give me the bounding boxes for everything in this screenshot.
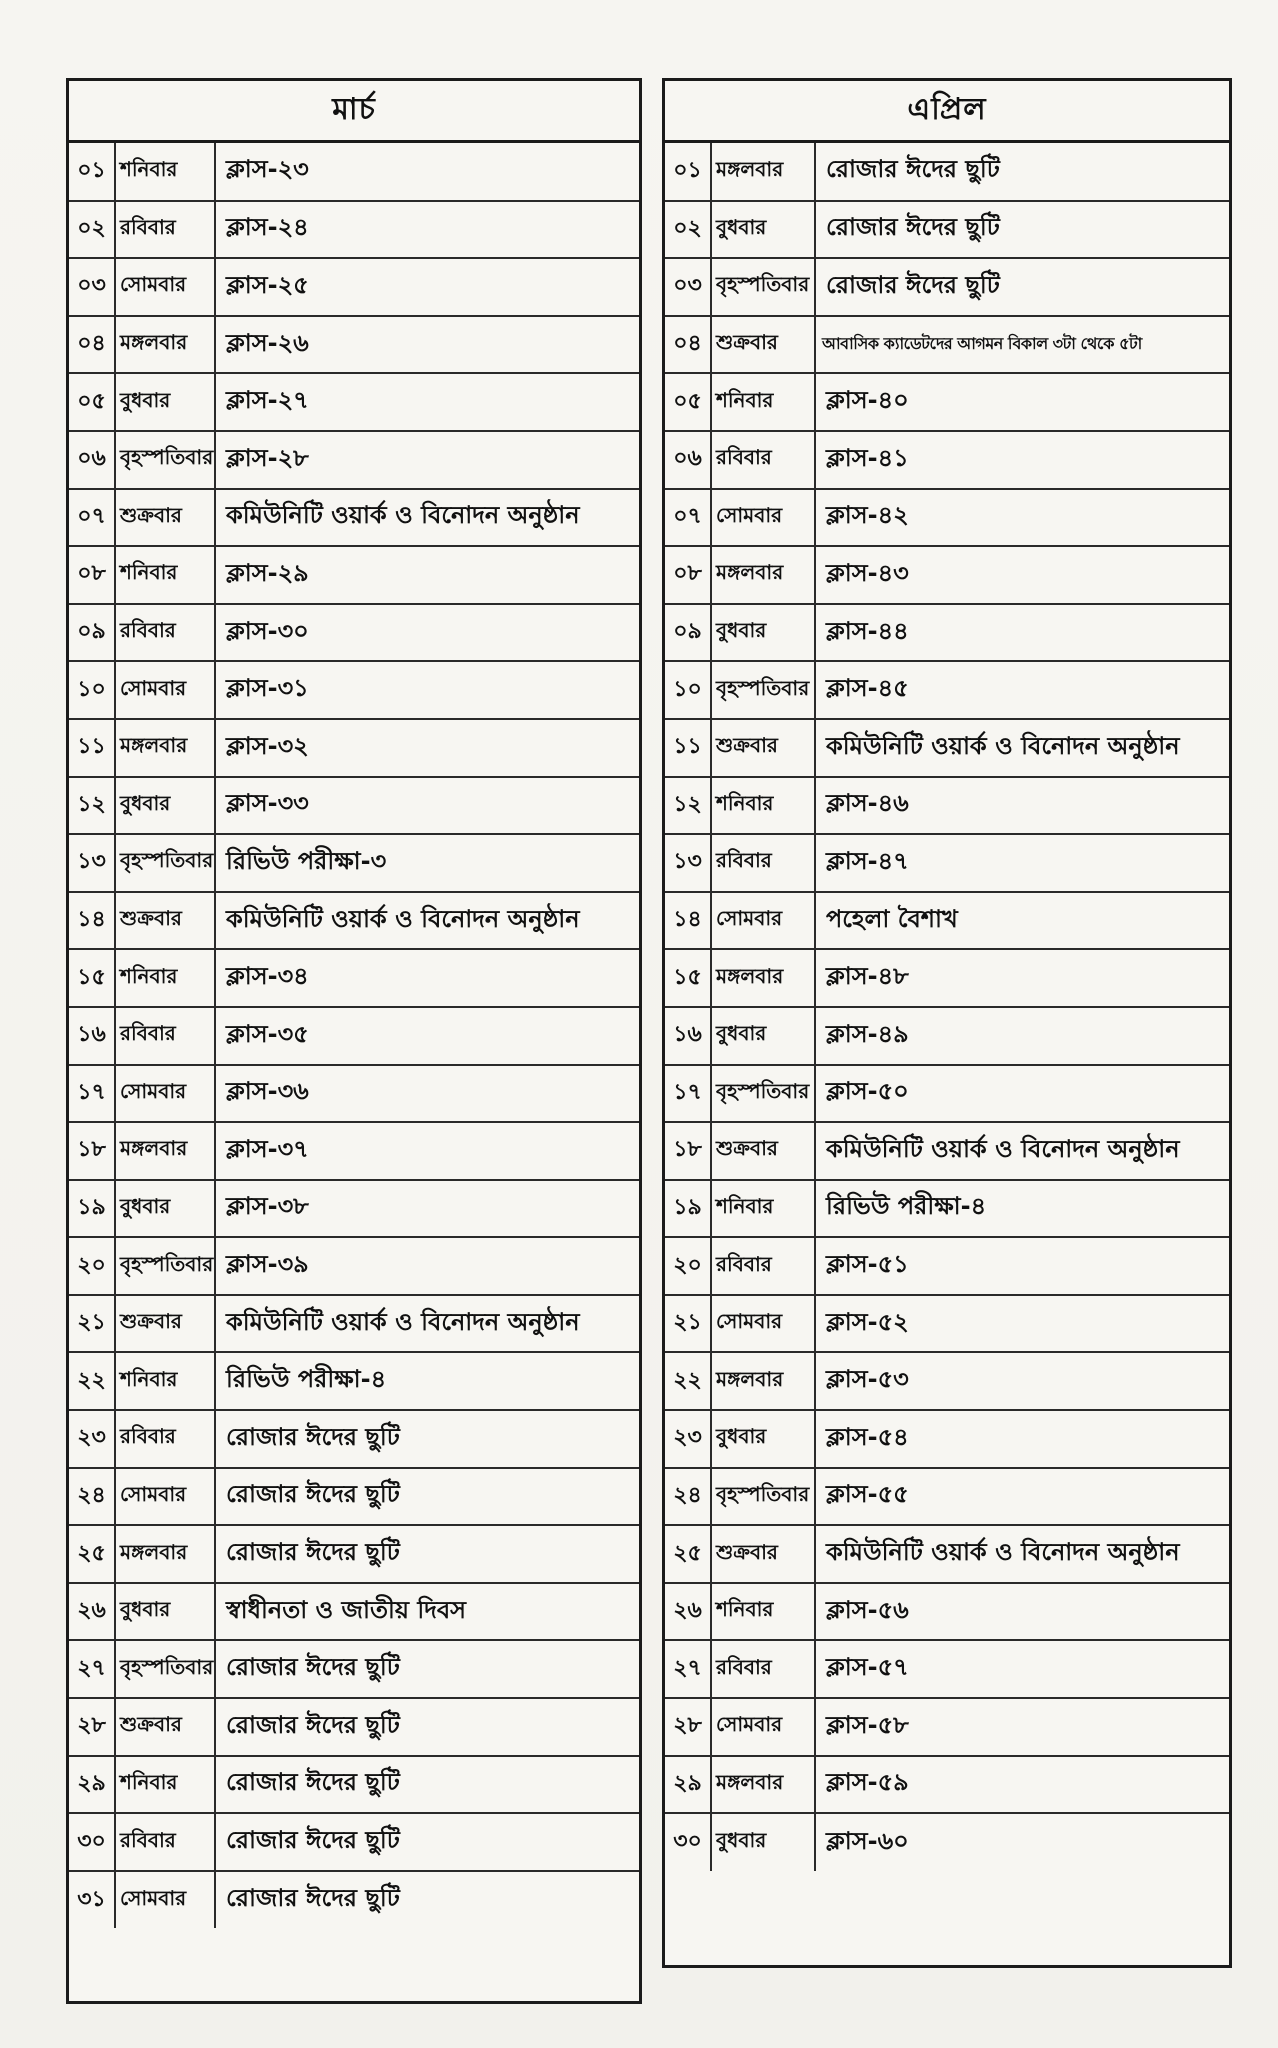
table-row [665, 546, 1229, 604]
table-row [665, 201, 1229, 259]
table-row [665, 834, 1229, 892]
table-row [665, 777, 1229, 835]
weekday: শুক্রবার [115, 1295, 215, 1353]
date-number: ২২ [69, 1352, 115, 1410]
table-row [665, 1237, 1229, 1295]
event-text: রিভিউ পরীক্ষা-৪ [815, 1180, 1229, 1238]
event-text: ক্লাস-২৩ [215, 143, 639, 201]
date-number: ১১ [69, 719, 115, 777]
event-text: রোজার ঈদের ছুটি [215, 1468, 639, 1526]
weekday: শনিবার [711, 373, 815, 431]
date-number: ২৪ [69, 1468, 115, 1526]
table-row [69, 373, 639, 431]
weekday: সোমবার [115, 1065, 215, 1123]
date-number: ০৭ [665, 489, 711, 547]
table-row [665, 892, 1229, 950]
event-text: কমিউনিটি ওয়ার্ক ও বিনোদন অনুষ্ঠান [815, 1122, 1229, 1180]
date-number: ২৮ [69, 1698, 115, 1756]
date-number: ০৬ [665, 431, 711, 489]
event-text: ক্লাস-২৪ [215, 201, 639, 259]
event-text: ক্লাস-৫৫ [815, 1468, 1229, 1526]
table-row [69, 1352, 639, 1410]
date-number: ১৬ [665, 1007, 711, 1065]
date-number: ১৭ [665, 1065, 711, 1123]
event-text: ক্লাস-৫৯ [815, 1756, 1229, 1814]
event-text: ক্লাস-৩৬ [215, 1065, 639, 1123]
table-row [69, 892, 639, 950]
weekday: মঙ্গলবার [711, 1352, 815, 1410]
event-text: রোজার ঈদের ছুটি [226, 1884, 400, 1913]
table-row [665, 143, 1229, 201]
date-number: ২৬ [69, 1583, 115, 1641]
event-text: ক্লাস-৫০ [815, 1065, 1229, 1123]
table-row [69, 1583, 639, 1641]
date-number: ২০ [69, 1237, 115, 1295]
date-number: ৩০ [665, 1813, 711, 1871]
date-number: ২৭ [665, 1640, 711, 1698]
weekday: শনিবার [711, 1583, 815, 1641]
weekday: মঙ্গলবার [711, 546, 815, 604]
table-row [69, 1065, 639, 1123]
event-text: ক্লাস-৩৭ [215, 1122, 639, 1180]
date-number: ২৮ [665, 1698, 711, 1756]
date-number: ৩১ [69, 1871, 115, 1929]
event-text: ক্লাস-৪৮ [815, 949, 1229, 1007]
event-text: ক্লাস-৫৭ [815, 1640, 1229, 1698]
table-row [665, 1065, 1229, 1123]
table-row [665, 1295, 1229, 1353]
date-number: ০৮ [665, 546, 711, 604]
event-text: রোজার ঈদের ছুটি [215, 1813, 639, 1871]
date-number: ২০ [665, 1237, 711, 1295]
weekday: মঙ্গলবার [115, 316, 215, 374]
event-text: কমিউনিটি ওয়ার্ক ও বিনোদন অনুষ্ঠান [815, 719, 1229, 777]
weekday: শুক্রবার [711, 316, 815, 374]
table-row [665, 604, 1229, 662]
table-row [69, 719, 639, 777]
table-row [69, 949, 639, 1007]
table-row [665, 1122, 1229, 1180]
april-table [665, 143, 1229, 1871]
weekday: রবিবার [115, 1410, 215, 1468]
event-text: ক্লাস-৪৪ [815, 604, 1229, 662]
date-number: ১৯ [665, 1180, 711, 1238]
weekday: শুক্রবার [115, 892, 215, 950]
weekday: রবিবার [115, 1007, 215, 1065]
table-row [665, 489, 1229, 547]
date-number: ১৫ [665, 949, 711, 1007]
date-number: ০৯ [665, 604, 711, 662]
event-text: রিভিউ পরীক্ষা-৩ [215, 834, 639, 892]
date-number: ০৯ [69, 604, 115, 662]
date-number: ২৩ [69, 1410, 115, 1468]
weekday: শনিবার [115, 1756, 215, 1814]
table-row [69, 1237, 639, 1295]
event-text: ক্লাস-৫১ [815, 1237, 1229, 1295]
event-text: পহেলা বৈশাখ [815, 892, 1229, 950]
weekday: শনিবার [115, 546, 215, 604]
date-number: ১৫ [69, 949, 115, 1007]
date-number: ২৪ [665, 1468, 711, 1526]
event-text: কমিউনিটি ওয়ার্ক ও বিনোদন অনুষ্ঠান [815, 1525, 1229, 1583]
event-text: ক্লাস-৩৫ [215, 1007, 639, 1065]
date-number: ১৮ [665, 1122, 711, 1180]
weekday: রবিবার [711, 1237, 815, 1295]
march-title: মার্চ [69, 81, 639, 143]
weekday: মঙ্গলবার [115, 1525, 215, 1583]
table-row [665, 1180, 1229, 1238]
event-text: ক্লাস-৩৮ [215, 1180, 639, 1238]
date-number: ১৩ [665, 834, 711, 892]
event-text: ক্লাস-৩৩ [215, 777, 639, 835]
date-number: ২৯ [69, 1756, 115, 1814]
event-text: রোজার ঈদের ছুটি [815, 143, 1229, 201]
date-number: ১০ [69, 661, 115, 719]
date-number: ২৫ [665, 1525, 711, 1583]
weekday: রবিবার [115, 1813, 215, 1871]
weekday: বুধবার [711, 604, 815, 662]
weekday: বুধবার [115, 1180, 215, 1238]
event-text: ক্লাস-৪২ [815, 489, 1229, 547]
table-row [665, 258, 1229, 316]
date-number: ১২ [69, 777, 115, 835]
event-text: ক্লাস-২৭ [215, 373, 639, 431]
event-text: ক্লাস-২৮ [215, 431, 639, 489]
weekday: বৃহস্পতিবার [115, 431, 215, 489]
table-row [665, 1583, 1229, 1641]
event-text: ক্লাস-২৫ [215, 258, 639, 316]
table-row [69, 1525, 639, 1583]
event-text: ক্লাস-৪৯ [815, 1007, 1229, 1065]
event-text: ক্লাস-৩৯ [215, 1237, 639, 1295]
event-text: ক্লাস-৫৪ [815, 1410, 1229, 1468]
date-number: ২৬ [665, 1583, 711, 1641]
weekday: শনিবার [711, 777, 815, 835]
table-row [69, 661, 639, 719]
date-number: ২৩ [665, 1410, 711, 1468]
weekday: শুক্রবার [115, 489, 215, 547]
weekday: রবিবার [711, 1640, 815, 1698]
table-row [69, 1410, 639, 1468]
table-row [69, 1122, 639, 1180]
table-row [665, 1468, 1229, 1526]
event-text: রিভিউ পরীক্ষা-৪ [215, 1352, 639, 1410]
event-text: ক্লাস-৫২ [815, 1295, 1229, 1353]
date-number: ৩০ [69, 1813, 115, 1871]
table-row [69, 431, 639, 489]
event-text: ক্লাস-৪১ [815, 431, 1229, 489]
weekday: রবিবার [115, 604, 215, 662]
date-number: ১০ [665, 661, 711, 719]
event-text: রোজার ঈদের ছুটি [215, 1410, 639, 1468]
table-row [665, 1640, 1229, 1698]
weekday: মঙ্গলবার [711, 949, 815, 1007]
weekday: সোমবার [115, 1871, 215, 1929]
event-text: ক্লাস-৩২ [215, 719, 639, 777]
table-row [69, 546, 639, 604]
weekday: বৃহস্পতিবার [711, 661, 815, 719]
table-row [665, 1813, 1229, 1871]
event-text: ক্লাস-৬০ [826, 1826, 909, 1855]
table-row [69, 489, 639, 547]
date-number: ১৭ [69, 1065, 115, 1123]
date-number: ০৩ [69, 258, 115, 316]
date-number: ১১ [665, 719, 711, 777]
table-row [69, 1698, 639, 1756]
table-row [69, 201, 639, 259]
table-row [69, 1468, 639, 1526]
event-text: ক্লাস-২৬ [215, 316, 639, 374]
weekday: বৃহস্পতিবার [711, 1468, 815, 1526]
event-text: কমিউনিটি ওয়ার্ক ও বিনোদন অনুষ্ঠান [215, 489, 639, 547]
date-number: ০৬ [69, 431, 115, 489]
weekday: বুধবার [115, 777, 215, 835]
table-row [665, 1525, 1229, 1583]
weekday: শুক্রবার [115, 1698, 215, 1756]
event-text: রোজার ঈদের ছুটি [815, 201, 1229, 259]
date-number: ২৯ [665, 1756, 711, 1814]
table-row [69, 1295, 639, 1353]
weekday: বুধবার [115, 1583, 215, 1641]
event-text: ক্লাস-২৯ [215, 546, 639, 604]
weekday: বৃহস্পতিবার [115, 834, 215, 892]
event-text: ক্লাস-৫৩ [815, 1352, 1229, 1410]
weekday: বুধবার [711, 1813, 815, 1871]
table-row [69, 316, 639, 374]
weekday: মঙ্গলবার [115, 719, 215, 777]
date-number: ১৯ [69, 1180, 115, 1238]
date-number: ০২ [665, 201, 711, 259]
event-text: কমিউনিটি ওয়ার্ক ও বিনোদন অনুষ্ঠান [215, 892, 639, 950]
table-row [69, 143, 639, 201]
weekday: শুক্রবার [711, 1525, 815, 1583]
table-row [665, 1756, 1229, 1814]
date-number: ২১ [69, 1295, 115, 1353]
weekday: মঙ্গলবার [711, 143, 815, 201]
date-number: ১৩ [69, 834, 115, 892]
weekday: সোমবার [115, 661, 215, 719]
weekday: বুধবার [115, 373, 215, 431]
date-number: ২৫ [69, 1525, 115, 1583]
date-number: ২৭ [69, 1640, 115, 1698]
date-number: ০৩ [665, 258, 711, 316]
table-row [665, 719, 1229, 777]
april-title: এপ্রিল [665, 81, 1229, 143]
weekday: সোমবার [115, 258, 215, 316]
table-row [69, 834, 639, 892]
weekday: সোমবার [711, 892, 815, 950]
table-row [69, 1813, 639, 1871]
weekday: বুধবার [711, 201, 815, 259]
date-number: ০৫ [69, 373, 115, 431]
table-row [69, 1007, 639, 1065]
march-table [69, 143, 639, 1928]
date-number: ০১ [69, 143, 115, 201]
date-number: ০৪ [69, 316, 115, 374]
event-text: কমিউনিটি ওয়ার্ক ও বিনোদন অনুষ্ঠান [215, 1295, 639, 1353]
event-text: ক্লাস-৪৭ [815, 834, 1229, 892]
date-number: ১৬ [69, 1007, 115, 1065]
weekday: বৃহস্পতিবার [115, 1640, 215, 1698]
weekday: শনিবার [115, 1352, 215, 1410]
table-row [665, 1007, 1229, 1065]
date-number: ২২ [665, 1352, 711, 1410]
weekday: রবিবার [115, 201, 215, 259]
table-row [665, 1698, 1229, 1756]
weekday: বৃহস্পতিবার [711, 258, 815, 316]
weekday: শনিবার [711, 1180, 815, 1238]
weekday: শুক্রবার [711, 1122, 815, 1180]
weekday: বুধবার [711, 1410, 815, 1468]
table-row [665, 661, 1229, 719]
event-text: ক্লাস-৪৩ [815, 546, 1229, 604]
table-row [69, 1871, 639, 1929]
date-number: ০২ [69, 201, 115, 259]
table-row [665, 373, 1229, 431]
weekday: সোমবার [711, 489, 815, 547]
event-text: ক্লাস-৪০ [815, 373, 1229, 431]
date-number: ১৪ [665, 892, 711, 950]
event-text: ক্লাস-৩৪ [215, 949, 639, 1007]
weekday: শনিবার [115, 143, 215, 201]
date-number: ০৪ [665, 316, 711, 374]
march-panel [66, 78, 642, 2004]
table-row [665, 949, 1229, 1007]
date-number: ০৮ [69, 546, 115, 604]
event-text: আবাসিক ক্যাডেটদের আগমন বিকাল ৩টা থেকে ৫টা [815, 316, 1229, 374]
event-text: রোজার ঈদের ছুটি [215, 1698, 639, 1756]
date-number: ১৮ [69, 1122, 115, 1180]
weekday: সোমবার [115, 1468, 215, 1526]
weekday: রবিবার [711, 834, 815, 892]
table-row [665, 316, 1229, 374]
weekday: রবিবার [711, 431, 815, 489]
weekday: বৃহস্পতিবার [711, 1065, 815, 1123]
date-number: ০৫ [665, 373, 711, 431]
table-row [665, 1352, 1229, 1410]
table-row [69, 1640, 639, 1698]
event-text: রোজার ঈদের ছুটি [215, 1640, 639, 1698]
event-text: ক্লাস-৫৮ [815, 1698, 1229, 1756]
event-text: রোজার ঈদের ছুটি [815, 258, 1229, 316]
weekday: সোমবার [711, 1698, 815, 1756]
date-number: ২১ [665, 1295, 711, 1353]
date-number: ১২ [665, 777, 711, 835]
event-text: ক্লাস-৪৬ [815, 777, 1229, 835]
event-text: ক্লাস-৩০ [215, 604, 639, 662]
weekday: মঙ্গলবার [115, 1122, 215, 1180]
table-row [665, 431, 1229, 489]
event-text: রোজার ঈদের ছুটি [215, 1756, 639, 1814]
table-row [69, 777, 639, 835]
table-row [69, 258, 639, 316]
april-panel [662, 78, 1232, 1968]
table-row [69, 1180, 639, 1238]
event-text: ক্লাস-৫৬ [815, 1583, 1229, 1641]
table-row [665, 1410, 1229, 1468]
date-number: ০৭ [69, 489, 115, 547]
date-number: ১৪ [69, 892, 115, 950]
event-text: স্বাধীনতা ও জাতীয় দিবস [215, 1583, 639, 1641]
weekday: বৃহস্পতিবার [115, 1237, 215, 1295]
weekday: শনিবার [115, 949, 215, 1007]
date-number: ০১ [665, 143, 711, 201]
weekday: বুধবার [711, 1007, 815, 1065]
event-text: ক্লাস-৩১ [215, 661, 639, 719]
weekday: মঙ্গলবার [711, 1756, 815, 1814]
event-text: ক্লাস-৪৫ [815, 661, 1229, 719]
event-text: রোজার ঈদের ছুটি [215, 1525, 639, 1583]
table-row [69, 604, 639, 662]
table-row [69, 1756, 639, 1814]
weekday: শুক্রবার [711, 719, 815, 777]
weekday: সোমবার [711, 1295, 815, 1353]
